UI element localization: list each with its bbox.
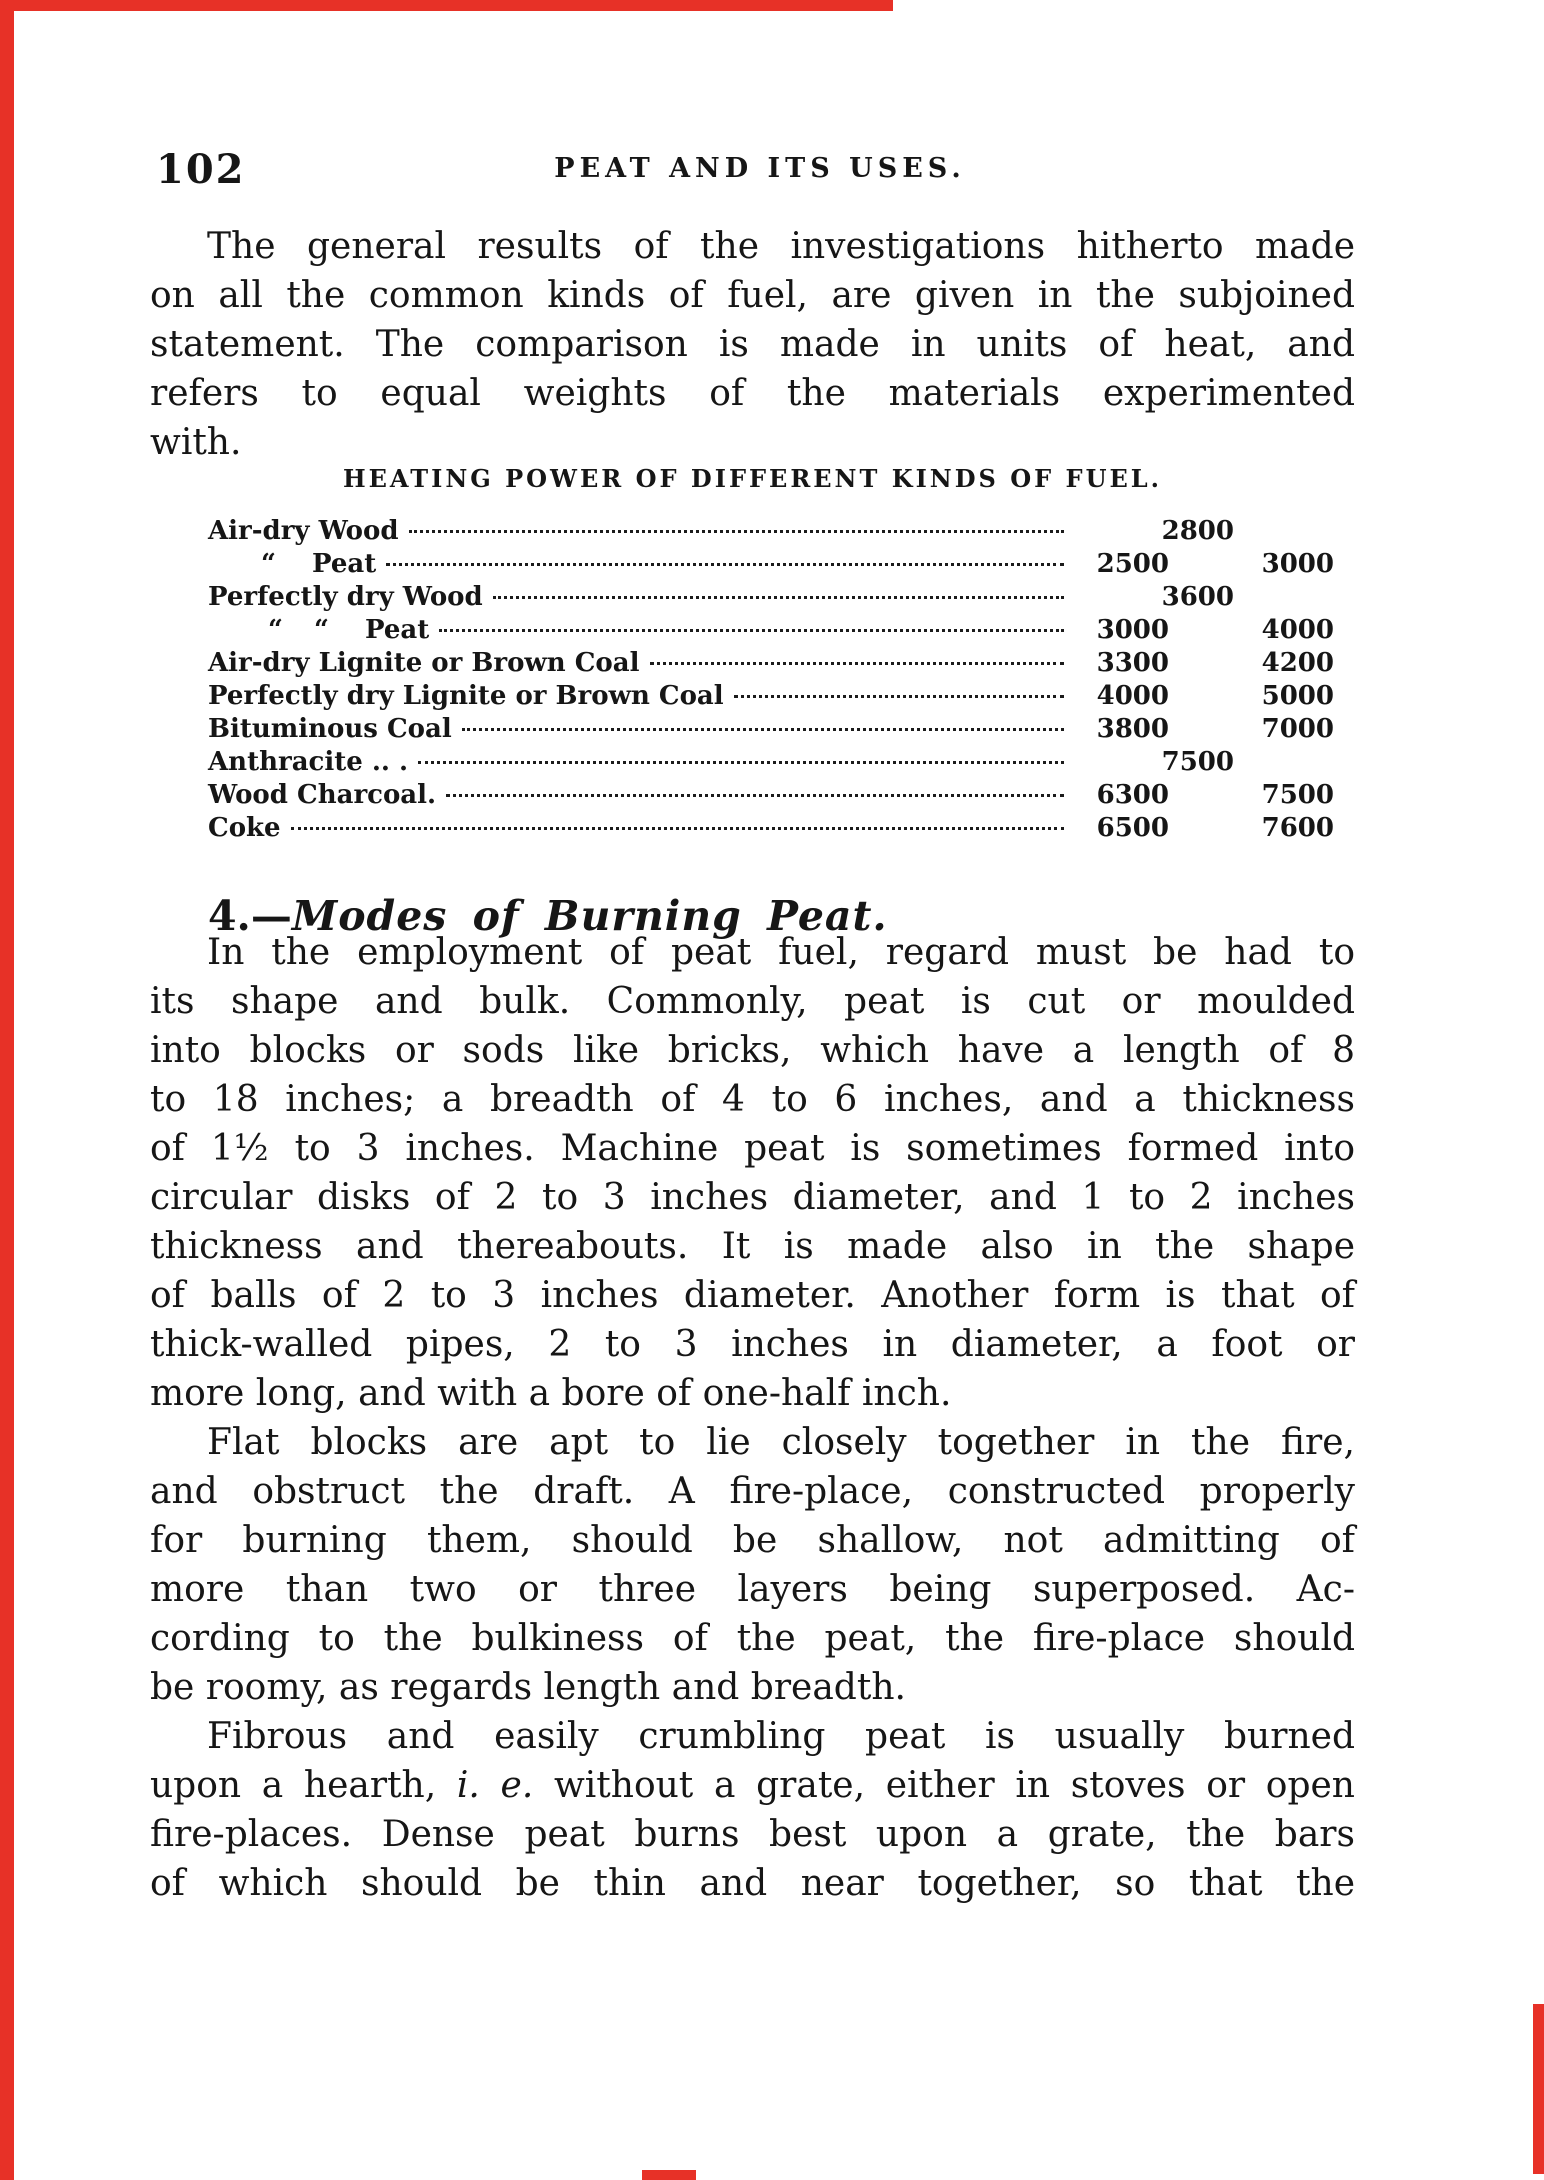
dot-leader	[650, 662, 1064, 665]
fuel-value-single: 3600	[1161, 582, 1234, 612]
table-row	[208, 813, 1334, 846]
fuel-value-min: 4000	[1096, 681, 1169, 711]
paragraph-modes-2	[150, 1418, 1355, 1712]
running-title: PEAT AND ITS USES.	[554, 153, 966, 184]
fuel-value-max: 7600	[1261, 813, 1334, 843]
table-row	[208, 615, 1334, 648]
fuel-value-single: 2800	[1161, 516, 1234, 546]
red-page-edge-left	[0, 0, 14, 2180]
fuel-label: Wood Charcoal.	[208, 780, 437, 810]
text-line: circular disks of 2 to 3 inches diameter, and 1 to 2 inches	[150, 1177, 1355, 1218]
page-header	[150, 146, 1394, 202]
text-line: cording to the bulkiness of the peat, the fire-place should	[150, 1618, 1355, 1659]
fuel-value-single: 7500	[1161, 747, 1234, 777]
ditto-quote-mark: “	[261, 549, 276, 579]
dot-leader	[462, 728, 1064, 731]
text-line: and obstruct the draft. A fire-place, constructed properly	[150, 1471, 1355, 1512]
table-row	[208, 780, 1334, 813]
dot-leader	[409, 530, 1064, 533]
text-line: for burning them, should be shallow, not admitting of	[150, 1520, 1355, 1561]
text-line: thickness and thereabouts. It is made also in the shape	[150, 1226, 1355, 1267]
text-line: with.	[150, 422, 242, 463]
ditto-quote-mark: “ “	[268, 615, 329, 645]
fuel-value-max: 4000	[1261, 615, 1334, 645]
fuel-label: Anthracite .. .	[208, 747, 409, 777]
text-line: its shape and bulk. Commonly, peat is cut or moulded	[150, 981, 1355, 1022]
fuel-value-max: 4200	[1261, 648, 1334, 678]
fuel-value-min: 2500	[1096, 549, 1169, 579]
table-row	[208, 549, 1334, 582]
red-page-edge-right	[1533, 2004, 1544, 2174]
table-row	[208, 747, 1334, 780]
dot-leader	[446, 794, 1064, 797]
dot-leader	[734, 695, 1064, 698]
paragraph-modes-1	[150, 928, 1355, 1418]
text-line: refers to equal weights of the materials experimented	[150, 373, 1355, 414]
table-title: HEATING POWER OF DIFFERENT KINDS OF FUEL.	[342, 464, 1163, 493]
text-line: to 18 inches; a breadth of 4 to 6 inches, and a thickness	[150, 1079, 1355, 1120]
section-number: 4.	[208, 892, 251, 941]
fuel-label: Bituminous Coal	[208, 714, 452, 744]
section-title: Modes of Burning Peat.	[291, 892, 888, 941]
fuel-value-max: 7000	[1261, 714, 1334, 744]
fuel-value-max: 7500	[1261, 780, 1334, 810]
paragraph-intro	[150, 222, 1355, 467]
table-row	[208, 516, 1334, 549]
fuel-label: Air-dry Lignite or Brown Coal	[208, 648, 640, 678]
fuel-value-min: 6300	[1096, 780, 1169, 810]
fuel-label: Perfectly dry Lignite or Brown Coal	[208, 681, 724, 711]
fuel-value-min: 3800	[1096, 714, 1169, 744]
fuel-label: Coke	[208, 813, 281, 843]
text-line: on all the common kinds of fuel, are given in the subjoined	[150, 275, 1355, 316]
text-line: The general results of the investigations hitherto made	[207, 226, 1355, 267]
text-line: fire-places. Dense peat burns best upon a grate, the bars	[150, 1814, 1355, 1855]
red-page-edge-top	[0, 0, 893, 11]
text-line: upon a hearth, i. e. without a grate, either in stoves or open	[150, 1765, 1355, 1806]
table-row	[208, 582, 1334, 615]
text-line: of 1½ to 3 inches. Machine peat is sometimes formed into	[150, 1128, 1355, 1169]
fuel-value-max: 5000	[1261, 681, 1334, 711]
text-line: more than two or three layers being superposed. Ac-	[150, 1569, 1355, 1610]
section-dash: —	[250, 892, 292, 941]
fuel-label: Air-dry Wood	[208, 516, 399, 546]
dot-leader	[418, 761, 1064, 764]
dot-leader	[493, 596, 1064, 599]
fuel-label: Peat	[364, 615, 430, 645]
text-line: be roomy, as regards length and breadth.	[150, 1667, 906, 1708]
text-line: Fibrous and easily crumbling peat is usually burned	[207, 1716, 1355, 1757]
heating-power-table	[208, 516, 1334, 846]
page-number: 102	[156, 146, 246, 193]
text-line: Flat blocks are apt to lie closely together in the fire,	[207, 1422, 1355, 1463]
dot-leader	[439, 629, 1064, 632]
paragraph-modes-3	[150, 1712, 1355, 1908]
dot-leader	[386, 563, 1064, 566]
text-line: of which should be thin and near together, so that the	[150, 1863, 1355, 1904]
text-line: of balls of 2 to 3 inches diameter. Another form is that of	[150, 1275, 1355, 1316]
fuel-label: Peat	[311, 549, 377, 579]
table-row	[208, 681, 1334, 714]
dot-leader	[291, 827, 1064, 830]
text-line: statement. The comparison is made in units of heat, and	[150, 324, 1355, 365]
text-line: In the employment of peat fuel, regard must be had to	[207, 932, 1355, 973]
fuel-label: Perfectly dry Wood	[208, 582, 483, 612]
text-line: thick-walled pipes, 2 to 3 inches in diameter, a foot or	[150, 1324, 1355, 1365]
table-row	[208, 714, 1334, 747]
table-row	[208, 648, 1334, 681]
fuel-value-min: 3000	[1096, 615, 1169, 645]
text-line: more long, and with a bore of one-half inch.	[150, 1373, 952, 1414]
text-line: into blocks or sods like bricks, which have a length of 8	[150, 1030, 1355, 1071]
fuel-value-max: 3000	[1261, 549, 1334, 579]
red-page-edge-bottom	[642, 2170, 696, 2180]
fuel-value-min: 6500	[1096, 813, 1169, 843]
fuel-value-min: 3300	[1096, 648, 1169, 678]
